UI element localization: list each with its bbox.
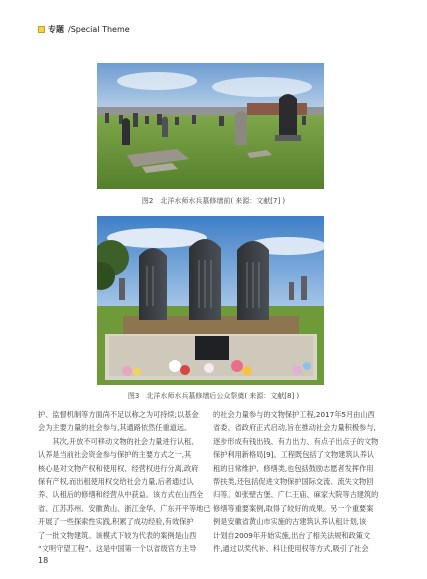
- figure-2-caption: 图2 北洋水师水兵墓修缮前( 来源：文献[7] ): [141, 197, 286, 205]
- section-title-en: /Special Theme: [68, 25, 130, 34]
- section-header: [38, 24, 130, 35]
- figure-3-photo: [97, 216, 324, 385]
- text-line: 租的日常维护、修缮类,也包括鼓励志愿者发挥作用: [213, 463, 374, 473]
- text-line: 计划自2009年开始实施,出台了相关法规和政策文: [213, 530, 371, 540]
- figure-3-caption: 图3 北洋水师水兵墓修缮后公众祭奠( 来源：文献[8] ): [127, 392, 300, 400]
- text-line: 归等。如张壁古堡、广仁王庙、麻家大院等古建筑的: [213, 490, 379, 500]
- text-line: 护、监督机制等方面尚不足以称之为可持续;以基金: [38, 410, 199, 419]
- text-line: “文明守望工程”。这是中国第一个以省级官方主导: [38, 544, 197, 554]
- page-number: 18: [38, 556, 49, 565]
- body-text-right-column: [213, 408, 389, 555]
- text-line: 其次,开放不可移动文物的社会力量进行认租、: [38, 436, 199, 446]
- text-line: 省、江苏苏州、安徽黄山、浙江金华、广东开平等地已: [38, 503, 211, 513]
- text-line: 会为主要力量的社会参与,其通路依然任重道远。: [38, 423, 192, 433]
- text-line: 的社会力量参与的文物保护工程,2017年5月由山西: [213, 410, 375, 419]
- text-line: 养、认租后的修缮和经营从中获益。该方式在山西全: [38, 490, 204, 500]
- text-line: 保有产权,而出租使用权交给社会力量,后者通过认: [38, 477, 194, 487]
- figure-2-photo: [97, 63, 324, 189]
- text-line: 开展了一些探索性实践,积累了成功经验,有效保护: [38, 517, 194, 527]
- body-text-left-column: [38, 408, 214, 555]
- text-line: 了一批文物建筑。该模式下较为代表的案例是山西: [38, 530, 197, 540]
- text-line: 核心是对文物产权和使用权、经营权进行分离,政府: [38, 463, 199, 473]
- section-square-icon: [38, 26, 45, 33]
- text-line: 保护利用新格局[9]。工程既包括了文物建筑认养认: [213, 450, 375, 460]
- text-line: 认养是当前社会资金参与保护的主要方式之一,其: [38, 450, 192, 460]
- text-line: 例是安徽省黄山市实施的古建筑认养认租计划,该: [213, 517, 367, 527]
- text-line: 件,通过以奖代补、科让使用权等方式,吸引了社会: [213, 544, 369, 554]
- text-line: 省委、省政府正式启动,旨在推动社会力量积极参与,: [213, 423, 376, 433]
- section-title-zh: 专题: [48, 25, 64, 34]
- text-line: 帮扶类,还包括促进文物保护国际交流、流失文物回: [213, 477, 374, 487]
- text-line: 修缮等重要案例,取得了较好的成果。另一个重要案: [213, 503, 374, 513]
- text-line: 逐步形成有钱出钱、有力出力、有点子出点子的文物: [213, 436, 379, 446]
